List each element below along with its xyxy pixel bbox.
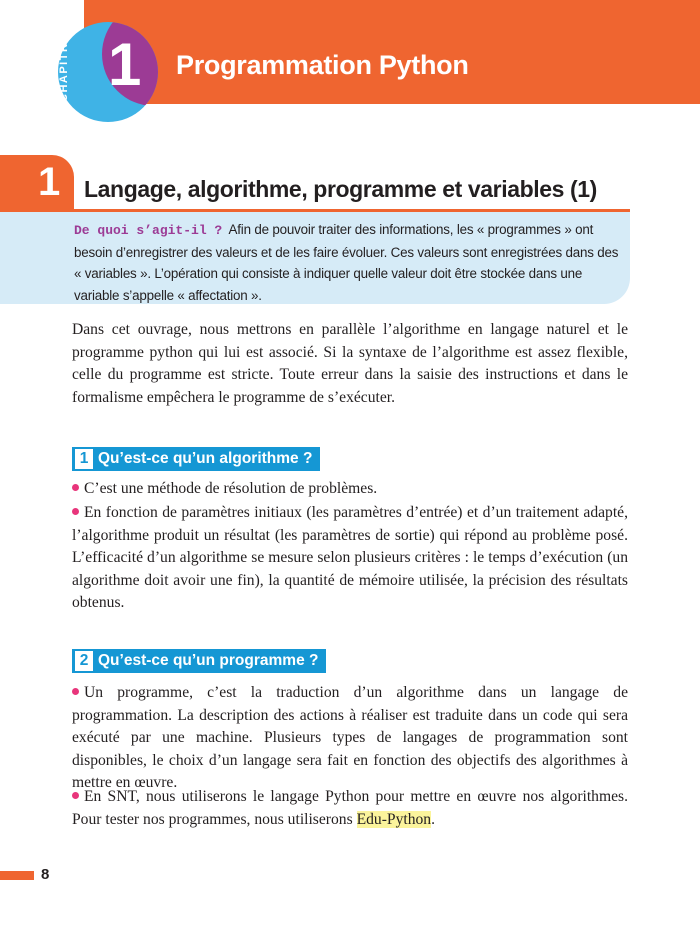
- chapter-number: 1: [108, 31, 142, 98]
- list-item-text: C’est une méthode de résolution de problèmes.: [84, 480, 378, 497]
- footer-bar: [0, 871, 34, 880]
- subsection-heading-2: [72, 649, 326, 673]
- section-tab: [0, 155, 74, 213]
- bullet-icon: [72, 508, 79, 515]
- intro-text: [74, 219, 624, 306]
- body-paragraph: Dans cet ouvrage, nous mettrons en parallèle l’algorithme en langage naturel et le programme python qui lui est associé. Si la syntaxe de l’algorithme est assez flexible, celle du programme est stricte. Toute erreur dans la saisie des instructions et dans le formalisme empêchera le programme de s’exécuter.: [72, 321, 628, 406]
- subsection-number: 2: [75, 651, 93, 671]
- chapter-label: CHAPITRE: [58, 33, 70, 102]
- subsection-number: 1: [75, 449, 93, 469]
- intro-body: Afin de pouvoir traiter des informations, les « programmes » ont besoin d’enregistrer des valeurs et de les faire évoluer. Ces valeurs sont enregistrées dans des « variables ». L’opération qui consiste à indiquer quelle valeur doit être stockée dans une variable s’appelle « affectation ».: [74, 222, 619, 303]
- list-item: [72, 786, 628, 831]
- list-item: [72, 478, 628, 501]
- list-item-text: Un programme, c’est la traduction d’un algorithme dans un langage de programmation. La description des actions à réaliser est traduite dans un code qui sera exécuté par une machine. Plusieurs types de langages de programmation sont disponibles, le choix d’un langage sera fait en fonction des objectifs des algorithmes à mettre en œuvre.: [72, 684, 628, 791]
- section-number: 1: [38, 160, 61, 204]
- subsection-title: Qu’est-ce qu’un algorithme ?: [98, 450, 313, 467]
- chapter-title: Programmation Python: [176, 50, 469, 80]
- bullet-icon: [72, 792, 79, 799]
- list-item-end: .: [431, 810, 435, 828]
- edu-python-highlight: Edu-Python: [356, 810, 432, 828]
- bullet-icon: [72, 484, 79, 491]
- list-item: [72, 502, 628, 615]
- intro-lead: De quoi s’agit-il ?: [74, 223, 223, 238]
- page-number: 8: [41, 866, 50, 883]
- list-item-text: En SNT, nous utiliserons le langage Python pour mettre en œuvre nos algorithmes. Pour tester nos programmes, nous utiliserons: [72, 788, 628, 828]
- subsection-heading-1: [72, 447, 320, 471]
- section-title: Langage, algorithme, programme et variables (1): [84, 176, 597, 202]
- list-item-text: En fonction de paramètres initiaux (les paramètres d’entrée) et d’un traitement adapté, l’algorithme produit un résultat (les paramètres de sortie) qui répond au problème posé. L’efficacité d’un algorithme se mesure selon plusieurs critères : le temps d’exécution (un algorithme doit avoir une fin), la quantité de mémoire utilisée, la précision des résultats obtenus.: [72, 504, 628, 611]
- subsection-title: Qu’est-ce qu’un programme ?: [98, 652, 319, 669]
- bullet-icon: [72, 688, 79, 695]
- list-item: [72, 682, 628, 795]
